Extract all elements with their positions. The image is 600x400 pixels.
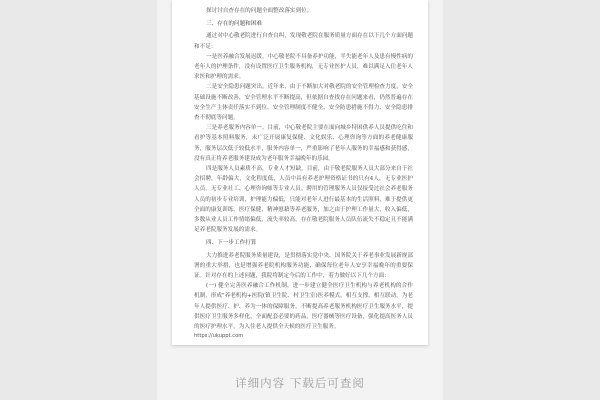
document-body (194, 6, 413, 332)
paragraph: 大力推进养老院服务质量建设，是贯彻落实党中央、国务院关于养老事业发展新规部署的重大举措，也是增强养老院机构服务功能、确保每位老年人安享幸福晚年的重要保证。针对存在的上述问题，我院将制定今后的工作中，着力做好以下几个方面： (194, 252, 413, 280)
download-hint: 详细内容 下载后可查阅 (235, 376, 365, 390)
paragraph: 三是养老服务内容单一。目前，中心敬老院主要在面向城乡特困供养人员提供吃住和看护等基本照料服务，未广泛开展康复保健、文化娱乐、心理咨询等方面的养老健康服务，服务层次低于较低水平，服务内容单一，严重影响了老年人服务的幸福感和获得感，没有真正将养老服务建设成为老年服务幸福晚年的乐园。 (194, 125, 413, 162)
paragraph: 二是安全隐患问题突出。近年来，由于不断加大对敬老院的安全管理检查力度，安全基础设施不断改善，安全管理水平不断提高，但依据自查找存在问题来看，仍然普遍存在安全生产主体责任落实不到位、安全管理制度不健全、安全防患措施不得力、安全隐患排查不彻底等问题。 (194, 84, 413, 122)
source-url[interactable]: https://ukuppt.com (194, 332, 244, 339)
document-page (172, 0, 428, 345)
paragraph: (一) 健全完善医养融合工作机制，进一步建立健全医疗卫生机构与养老机构的合作机制，形成"养老机构+医院(镇卫生院、村卫生室)医养模式，相互支撑，相互联动，为老年人提供医疗、护、养为一体的保障服务，不断提高养老服务机构医疗卫生服务水平，提供医疗卫生服务多样化，全面配套必要的药品，医疗器械等医疗设备，强化提高医务人员的医疗护理水平，为入住老人提供全天候的医疗卫生服务。 (194, 283, 413, 331)
section-heading: 三、存在的问题和困难 (206, 21, 262, 28)
paragraph: 四是服务人员素质不高，专业人才短缺。目前，由于敬老院服务人员大部分来自于社会招聘，年龄偏大、文化程度低，人员中具有养老护理资格证书的只有4人，无专业医护人员，无专业社工、心理咨询师等专业人员。聘用的管理服务人员仅接受过社会养老服务人员的初步专业培训，护理能力偏低，只能对老年人进行最基本的生活照料，难于提供更全面的康复训练、医疗保健、精神慰藉等养老服务，加之由于护理工作量大，收入偏低，多数从业人员工作情绪偏低，流失率较高，存在敬老院服务人员队伍流失不稳定且不能满足养老院服务发展的需求。 (194, 166, 413, 234)
paragraph: 探讨讨自查存在的问题全面整改落实到位。 (206, 8, 313, 14)
paragraph: 一是医养融合发展迟缓。中心敬老院不具备养护功能，半失能老年人及患有慢性病的老年人的护理条件，没有设置医疗卫生服务机构，无专业医护人员，难以满足入住老年人求医和护理的需求。 (194, 53, 413, 81)
paragraph: 通过对中心敬老院进行自查自纠，发现敬老院在服务质量方面存在以下几个方面问题和不足： (194, 33, 413, 50)
section-heading: 四、下一步工作打算 (206, 240, 257, 247)
